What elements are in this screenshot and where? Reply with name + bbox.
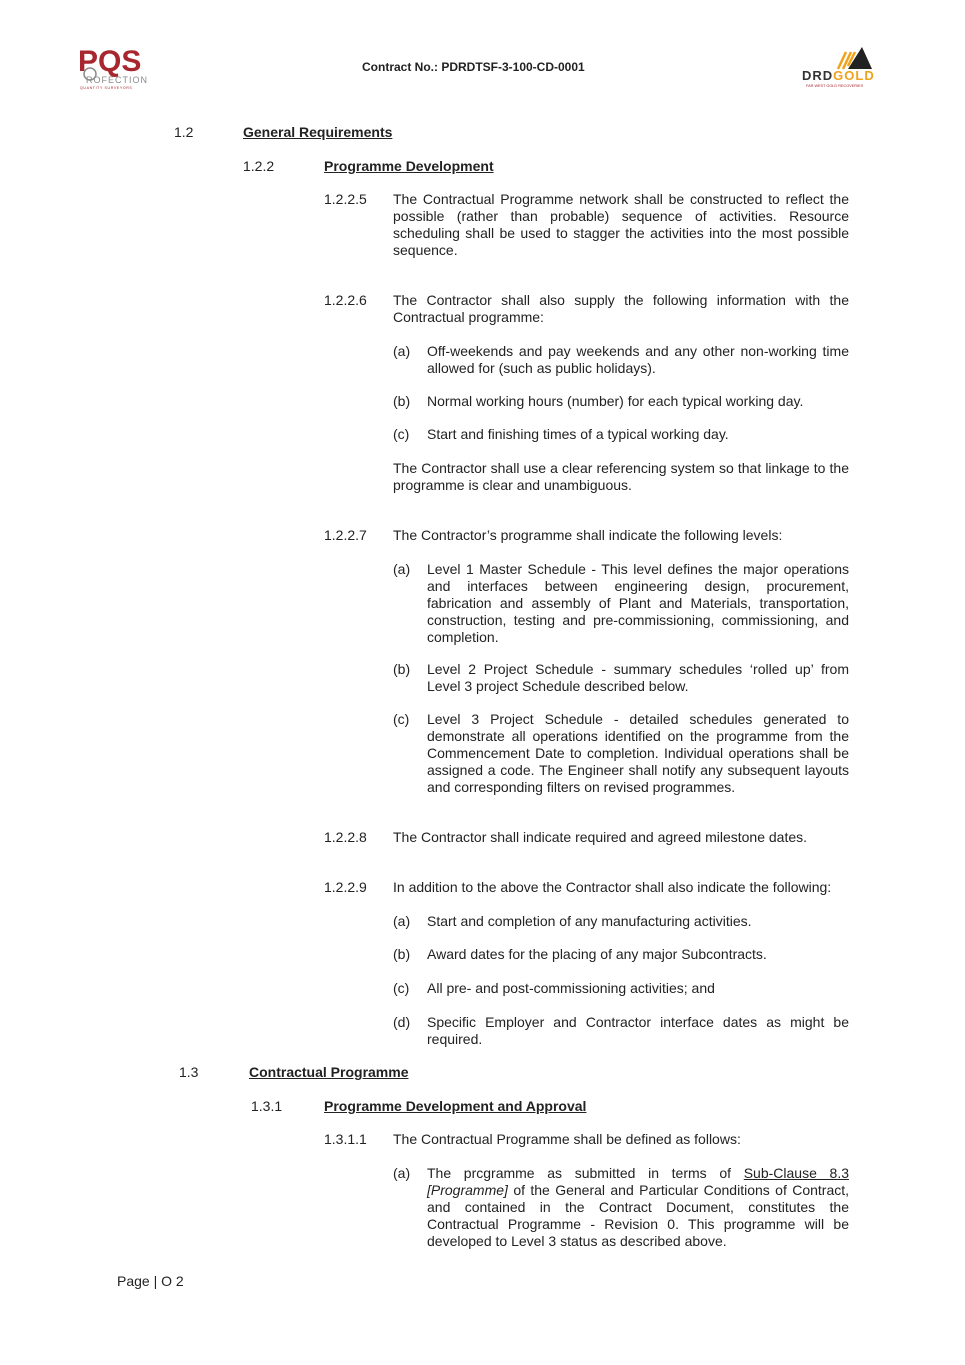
subsection-heading: Programme Development and Approval	[324, 1098, 587, 1114]
list-item-text	[427, 1165, 849, 1250]
list-label: (a)	[393, 343, 411, 359]
section-heading: General Requirements	[243, 124, 393, 140]
clause-text: The Contractual Programme shall be defined as follows:	[393, 1131, 741, 1147]
list-label: (b)	[393, 946, 411, 962]
list-item-text: All pre- and post-commissioning activities; and	[427, 980, 715, 996]
drd-logo-dark: DRD	[802, 68, 834, 83]
list-item-text-post: of the General and Particular Conditions of Contract, and contained in the Contract Document, constitutes the Contractual Programme - Revision 0. This programme will be developed to Level 3 status as described above.	[427, 1182, 850, 1249]
list-label: (c)	[393, 426, 410, 442]
list-item-text: Specific Employer and Contractor interface dates as might be required.	[427, 1014, 849, 1047]
list-label: (a)	[393, 1165, 411, 1181]
clause-number: 1.3.1.1	[324, 1131, 367, 1147]
list-item-text: Start and completion of any manufacturing activities.	[427, 913, 752, 929]
pqs-logo-sub: ROFECTION	[86, 75, 148, 85]
list-label: (a)	[393, 561, 411, 577]
clause-followup-text: The Contractor shall use a clear referencing system so that linkage to the programme is clear and unambiguous.	[393, 460, 849, 493]
list-label: (b)	[393, 661, 411, 677]
list-item-text: Start and finishing times of a typical working day.	[427, 426, 729, 442]
clause-text: The Contractor shall indicate required and agreed milestone dates.	[393, 829, 808, 845]
drdgold-logo	[800, 44, 890, 90]
list-label: (c)	[393, 711, 410, 727]
list-item-text-pre: The prcgramme as submitted in terms of	[427, 1165, 732, 1181]
section-number: 1.3	[179, 1064, 199, 1080]
clause-number: 1.2.2.7	[324, 527, 367, 543]
clause-text: The Contractor shall also supply the following information with the Contractual programme:	[393, 292, 849, 325]
list-item-text: Level 1 Master Schedule - This level defines the major operations and interfaces between engineering design, procurement, fabrication and assembly of Plant and Materials, transportation, construction, testing and pre-commissioning, commissioning, and completion.	[427, 561, 849, 645]
list-label: (d)	[393, 1014, 411, 1030]
list-item-text: Award dates for the placing of any major Subcontracts.	[427, 946, 767, 962]
pqs-logo-tag: QUANTITY SURVEYORS	[80, 86, 133, 90]
sub-clause-reference: Sub-Clause 8.3	[743, 1165, 850, 1181]
clause-text: The Contractual Programme network shall be constructed to reflect the possible (rather than probable) sequence of activities. Resource scheduling shall be used to stagger the activities into the most possible sequence.	[393, 191, 849, 258]
list-item-text: Level 3 Project Schedule - detailed schedules generated to demonstrate all operations identified on the programme from the Commencement Date to completion. Individual operations shall be assigned a code. The Engineer shall notify any subsequent layouts and corresponding filters on revised programmes.	[427, 711, 849, 795]
section-heading: Contractual Programme	[249, 1064, 409, 1080]
svg-text:DRDGOLD	[802, 68, 875, 83]
list-label: (b)	[393, 393, 411, 409]
sub-clause-title: [Programme]	[427, 1182, 508, 1198]
clause-number: 1.2.2.9	[324, 879, 367, 895]
page-number: Page | O 2	[117, 1273, 184, 1289]
clause-number: 1.2.2.5	[324, 191, 367, 207]
drd-logo-gold: GOLD	[833, 68, 875, 83]
pqs-logo-main: PQS	[78, 45, 142, 78]
clause-text: In addition to the above the Contractor shall also indicate the following:	[393, 879, 832, 895]
subsection-number: 1.3.1	[251, 1098, 283, 1114]
list-item-text: Off-weekends and pay weekends and any other non-working time allowed for (such as public holidays).	[427, 343, 849, 376]
pqs-logo	[78, 44, 160, 90]
section-number: 1.2	[174, 124, 194, 140]
drd-logo-tag: FAR WEST GOLD RECOVERIES	[806, 84, 864, 88]
contract-number: Contract No.: PDRDTSF-3-100-CD-0001	[362, 60, 585, 74]
list-label: (a)	[393, 913, 411, 929]
list-label: (c)	[393, 980, 410, 996]
subsection-heading: Programme Development	[324, 158, 494, 174]
list-item-text: Level 2 Project Schedule - summary schedules ‘rolled up’ from Level 3 project Schedule described below.	[427, 661, 849, 694]
list-item-text: Normal working hours (number) for each typical working day.	[427, 393, 804, 409]
clause-number: 1.2.2.8	[324, 829, 367, 845]
clause-number: 1.2.2.6	[324, 292, 367, 308]
subsection-number: 1.2.2	[243, 158, 275, 174]
clause-text: The Contractor’s programme shall indicate the following levels:	[393, 527, 783, 543]
